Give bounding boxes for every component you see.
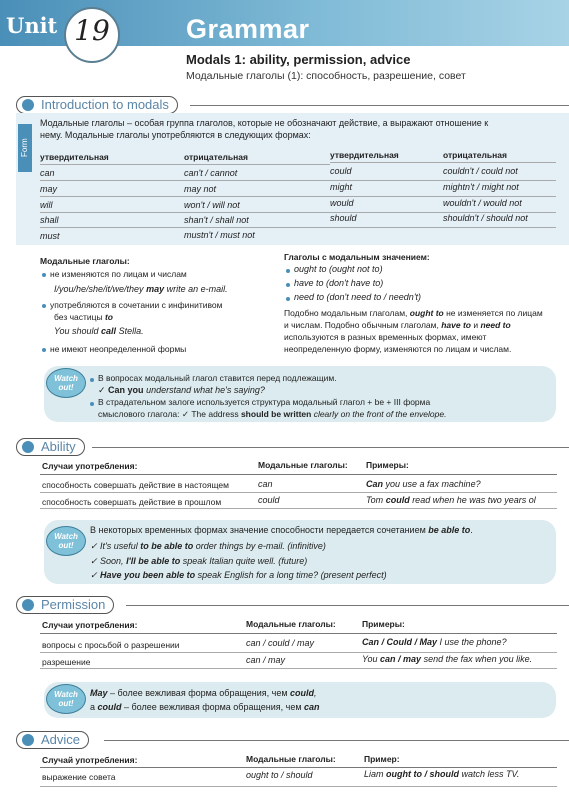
table-header: отрицательная (184, 152, 248, 162)
table-header: утвердительная (330, 150, 399, 160)
table-line (40, 652, 557, 653)
example-text: you use a fax machine? (383, 479, 481, 489)
example-text: order things by e-mail. (infinitive) (193, 541, 326, 551)
table-line (40, 180, 556, 181)
subtitle-ru: Модальные глаголы (1): способность, разрешение, совет (186, 70, 466, 82)
table-cell: must (40, 231, 60, 241)
watch-text: а (90, 702, 98, 712)
column-header: Пример: (364, 754, 400, 764)
note-text: и (471, 320, 481, 330)
table-line (40, 668, 557, 669)
table-cell: could (330, 166, 352, 176)
modal-meaning-item: ought to (ought not to) (294, 264, 383, 274)
example-highlight: be able to (428, 525, 471, 535)
modal-verb: could (258, 495, 280, 505)
bullet-icon (22, 599, 34, 611)
table-header: отрицательная (443, 150, 507, 160)
section-intro-heading (16, 96, 178, 114)
example-text: Stella. (116, 326, 144, 336)
intro-lead-2: нему. Модальные глаголы употребляются в следующих формах: (40, 130, 311, 140)
example-text: I use the phone? (437, 637, 507, 647)
example-text: watch less TV. (459, 769, 520, 779)
watch-text: – более вежливая форма обращения, чем (107, 688, 291, 698)
table-cell: will (40, 200, 53, 210)
column-header: Примеры: (366, 460, 409, 470)
note-highlight: need to (480, 320, 511, 330)
unit-label: Unit (6, 13, 58, 38)
table-line (330, 162, 556, 163)
table-cell: mustn't / must not (184, 230, 255, 240)
intro-lead-1: Модальные глаголы – особая группа глаголов, которые не обозначают действие, а выражают отношение к (40, 118, 489, 128)
table-line (40, 633, 557, 634)
example-highlight: can (304, 702, 320, 712)
bullet-icon (42, 348, 46, 352)
example-highlight: Can / Could / May (362, 637, 438, 647)
bullet-icon (42, 273, 46, 277)
modal-verb: can / could / may (246, 638, 315, 648)
watch-out-badge: Watch out! (46, 526, 86, 556)
table-cell: may (40, 184, 58, 194)
column-header: Модальные глаголы: (246, 619, 336, 629)
watch-text: смыслового глагола: ✓ The address (98, 409, 241, 419)
watch-out-badge: Watch out! (46, 684, 86, 714)
modal-meaning-item: need to (don't need to / needn't) (294, 292, 422, 302)
example-highlight: should be written (240, 409, 312, 419)
section-ability-label: Ability (41, 439, 76, 454)
example-text: clearly on the front of the envelope. (311, 409, 447, 419)
bullet-icon (90, 378, 94, 382)
example-highlight: May (90, 688, 108, 698)
note-text: не изменяется по лицам (443, 308, 543, 318)
example-text: Liam (364, 769, 387, 779)
example-text: Tom (366, 495, 386, 505)
divider (92, 447, 569, 448)
table-cell: shouldn't / should not (443, 213, 528, 223)
table-line (40, 492, 557, 493)
example-text: ✓ Soon, (90, 556, 127, 566)
table-cell: would (330, 198, 354, 208)
modal-verb: can (258, 479, 273, 489)
table-cell: can (40, 168, 55, 178)
example-text: You (362, 654, 381, 664)
use-case: разрешение (42, 657, 91, 667)
page-title: Grammar (186, 14, 310, 44)
section-advice-heading (16, 731, 89, 749)
note-text: без частицы (54, 312, 105, 322)
table-line (40, 474, 557, 475)
bullet-icon (22, 734, 34, 746)
column-header: Модальные глаголы: (246, 754, 336, 764)
divider (190, 105, 569, 106)
modal-verb: can / may (246, 655, 286, 665)
table-cell: might (330, 182, 353, 192)
example-text: send the fax when you like. (421, 654, 533, 664)
column-header: Примеры: (362, 619, 405, 629)
watch-out-badge: Watch out! (46, 368, 86, 398)
column-header: Случай употребления: (42, 755, 138, 765)
section-intro-label: Introduction to modals (41, 97, 169, 112)
watch-text: В страдательном залоге используется структура модальный глагол + be + III форма (98, 397, 431, 407)
column-header: Случаи употребления: (42, 461, 138, 471)
watch-text: В вопросах модальный глагол ставится перед подлежащим. (98, 373, 337, 383)
subtitle-en: Modals 1: ability, permission, advice (186, 52, 411, 67)
bullet-icon (286, 269, 290, 273)
divider (126, 605, 569, 606)
example-text: ✓ (90, 570, 101, 580)
divider (104, 740, 569, 741)
example-highlight: to be able to (140, 541, 194, 551)
bullet-icon (22, 441, 34, 453)
example-text: understand what he's saying? (143, 385, 265, 395)
bullet-icon (42, 304, 46, 308)
use-case: способность совершать действие в настоящем (42, 480, 229, 490)
notes-left-heading: Модальные глаголы: (40, 256, 130, 266)
example-highlight: may (146, 284, 165, 294)
note-text: Подобно модальным глаголам, (284, 308, 410, 318)
watch-text: , (314, 688, 317, 698)
bullet-icon (286, 283, 290, 287)
table-cell: may not (184, 184, 217, 194)
note-text: употребляются в сочетании с инфинитивом (50, 300, 223, 310)
watch-text: – более вежливая форма обращения, чем (121, 702, 305, 712)
table-line (40, 227, 556, 228)
modal-verb: ought to / should (246, 770, 313, 780)
table-cell: won't / will not (184, 200, 240, 210)
table-line (40, 164, 330, 165)
example-highlight: could (97, 702, 122, 712)
example-text: write an e-mail. (164, 284, 228, 294)
table-line (40, 508, 557, 509)
table-header: утвердительная (40, 152, 109, 162)
table-cell: shan't / shall not (184, 215, 249, 225)
example-highlight: can / may (380, 654, 422, 664)
example-text: I/you/he/she/it/we/they (54, 284, 147, 294)
example-text: speak Italian quite well. (future) (180, 556, 308, 566)
note-text: не изменяются по лицам и числам (50, 269, 187, 279)
note-highlight: have to (441, 320, 471, 330)
example-highlight: Can (366, 479, 384, 489)
form-tab: Form (18, 124, 32, 172)
bullet-icon (22, 99, 34, 111)
table-cell: wouldn't / would not (443, 198, 522, 208)
bullet-icon (286, 297, 290, 301)
section-ability-heading (16, 438, 85, 456)
table-cell: mightn't / might not (443, 182, 519, 192)
example-highlight: I'll be able to (126, 556, 181, 566)
section-advice-label: Advice (41, 732, 81, 747)
example-highlight: call (101, 326, 117, 336)
note-highlight: to (104, 312, 113, 322)
modal-meaning-item: have to (don't have to) (294, 278, 384, 288)
example-highlight: could (385, 495, 410, 505)
example-highlight: ought to / should (386, 769, 459, 779)
table-cell: couldn't / could not (443, 166, 518, 176)
check-icon: ✓ (98, 385, 109, 395)
example-text: You should (54, 326, 102, 336)
table-line (40, 786, 557, 787)
notes-right-heading: Глаголы с модальным значением: (284, 252, 430, 262)
watch-text: . (470, 525, 473, 535)
column-header: Случаи употребления: (42, 620, 138, 630)
table-cell: can't / cannot (184, 168, 238, 178)
column-header: Модальные глаголы: (258, 460, 348, 470)
example-highlight: could (290, 688, 315, 698)
table-cell: should (330, 213, 357, 223)
example-highlight: Have you been able to (100, 570, 196, 580)
table-cell: shall (40, 215, 59, 225)
use-case: способность совершать действие в прошлом (42, 497, 222, 507)
example-text: speak English for a long time? (present perfect) (195, 570, 387, 580)
table-line (40, 196, 556, 197)
use-case: выражение совета (42, 772, 116, 782)
watch-text: В некоторых временных формах значение способности передается сочетанием (90, 525, 429, 535)
note-text: используются в разных временных формах, имеют (284, 332, 487, 342)
note-highlight: ought to (409, 308, 444, 318)
section-permission-label: Permission (41, 597, 106, 612)
example-text: ✓ It's useful (90, 541, 141, 551)
unit-number: 19 (74, 14, 110, 47)
section-permission-heading (16, 596, 114, 614)
use-case: вопросы с просьбой о разрешении (42, 640, 180, 650)
bullet-icon (90, 402, 94, 406)
example-text: read when he was two years ol (409, 495, 536, 505)
note-text: неопределенную форму, изменяются по лицам и числам. (284, 344, 512, 354)
note-text: не имеют неопределенной формы (50, 344, 187, 354)
example-highlight: Can you (108, 385, 144, 395)
note-text: и числам. Подобно обычным глаголам, (284, 320, 442, 330)
table-line (40, 767, 557, 768)
